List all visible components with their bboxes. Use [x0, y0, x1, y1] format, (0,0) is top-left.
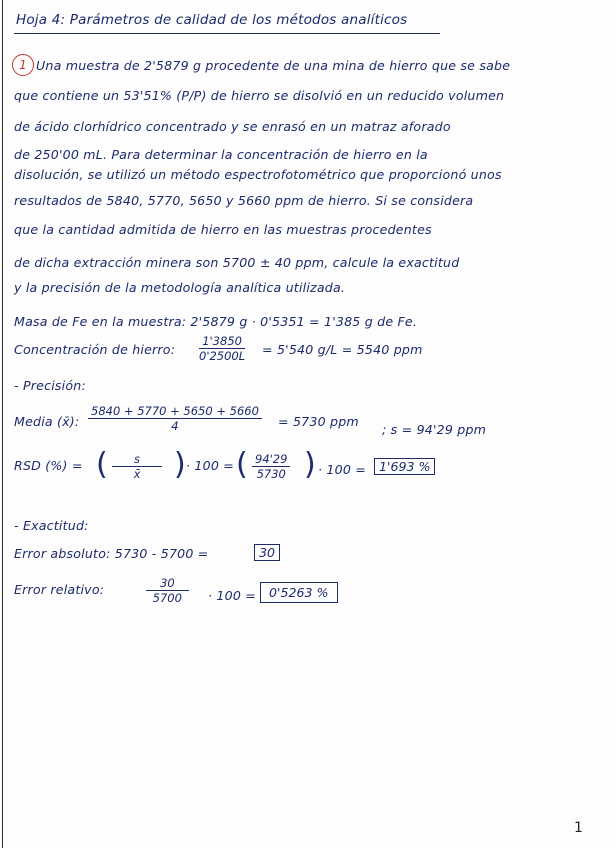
statement-line: Una muestra de 2'5879 g procedente de una mina de hierro que se sabe: [36, 58, 511, 73]
statement-line: de 250'00 mL. Para determinar la concentración de hierro en la: [14, 147, 428, 162]
fraction-numerator: 1'3850: [199, 334, 245, 349]
left-paren: (: [96, 447, 108, 482]
error-rel-result: 0'5263 %: [260, 582, 338, 603]
fraction-numerator: 94'29: [252, 452, 290, 467]
error-rel-mid: · 100 =: [208, 588, 256, 603]
fraction-denominator: 5700: [152, 591, 182, 605]
right-paren: ): [304, 447, 316, 482]
media-label: Media (x̄):: [14, 414, 80, 429]
page-title: Hoja 4: Parámetros de calidad de los métodos analíticos: [16, 12, 408, 28]
media-result: = 5730 ppm: [278, 414, 359, 429]
rsd-mid: · 100 =: [186, 458, 234, 473]
exactitud-heading: - Exactitud:: [14, 518, 89, 533]
rsd-fraction-1: [112, 452, 162, 481]
concentracion-label: Concentración de hierro:: [14, 342, 176, 357]
fraction-denominator: 0'2500L: [199, 349, 246, 363]
rsd-label: RSD (%) =: [14, 458, 83, 473]
right-paren: ): [174, 447, 186, 482]
rsd-tail: · 100 =: [318, 462, 366, 477]
fraction-numerator: 30: [146, 576, 189, 591]
page-number: 1: [574, 820, 583, 836]
concentracion-fraction: [196, 334, 248, 363]
problem-number: 1: [12, 54, 34, 76]
rsd-result: 1'693 %: [374, 458, 435, 475]
fraction-denominator: x̄: [133, 467, 141, 481]
error-abs-result: 30: [254, 544, 280, 561]
error-rel-fraction: [146, 576, 189, 605]
media-fraction: [88, 404, 262, 433]
statement-line: y la precisión de la metodología analítica utilizada.: [14, 280, 346, 295]
statement-line: disolución, se utilizó un método espectrofotométrico que proporcionó unos: [14, 167, 502, 182]
error-abs-label: Error absoluto: 5730 - 5700 =: [14, 546, 209, 561]
statement-line: que contiene un 53'51% (P/P) de hierro se disolvió en un reducido volumen: [14, 88, 505, 103]
rsd-fraction-2: [252, 452, 290, 481]
concentracion-result: = 5'540 g/L = 5540 ppm: [262, 342, 423, 357]
precision-heading: - Precisión:: [14, 378, 86, 393]
fraction-numerator: 5840 + 5770 + 5650 + 5660: [88, 404, 262, 419]
fraction-denominator: 4: [171, 419, 179, 433]
masa-line: Masa de Fe en la muestra: 2'5879 g · 0'5351 = 1'385 g de Fe.: [14, 314, 418, 329]
statement-line: resultados de 5840, 5770, 5650 y 5660 ppm de hierro. Si se considera: [14, 193, 474, 208]
statement-line: que la cantidad admitida de hierro en las muestras procedentes: [14, 222, 432, 237]
error-rel-label: Error relativo:: [14, 582, 105, 597]
statement-line: de ácido clorhídrico concentrado y se enrasó en un matraz aforado: [14, 119, 451, 134]
s-value: ; s = 94'29 ppm: [382, 422, 487, 437]
left-paren: (: [236, 447, 248, 482]
fraction-numerator: s: [112, 452, 162, 467]
fraction-denominator: 5730: [256, 467, 286, 481]
title-underline: [14, 33, 440, 34]
statement-line: de dicha extracción minera son 5700 ± 40 ppm, calcule la exactitud: [14, 255, 460, 270]
margin-line: [2, 0, 3, 848]
